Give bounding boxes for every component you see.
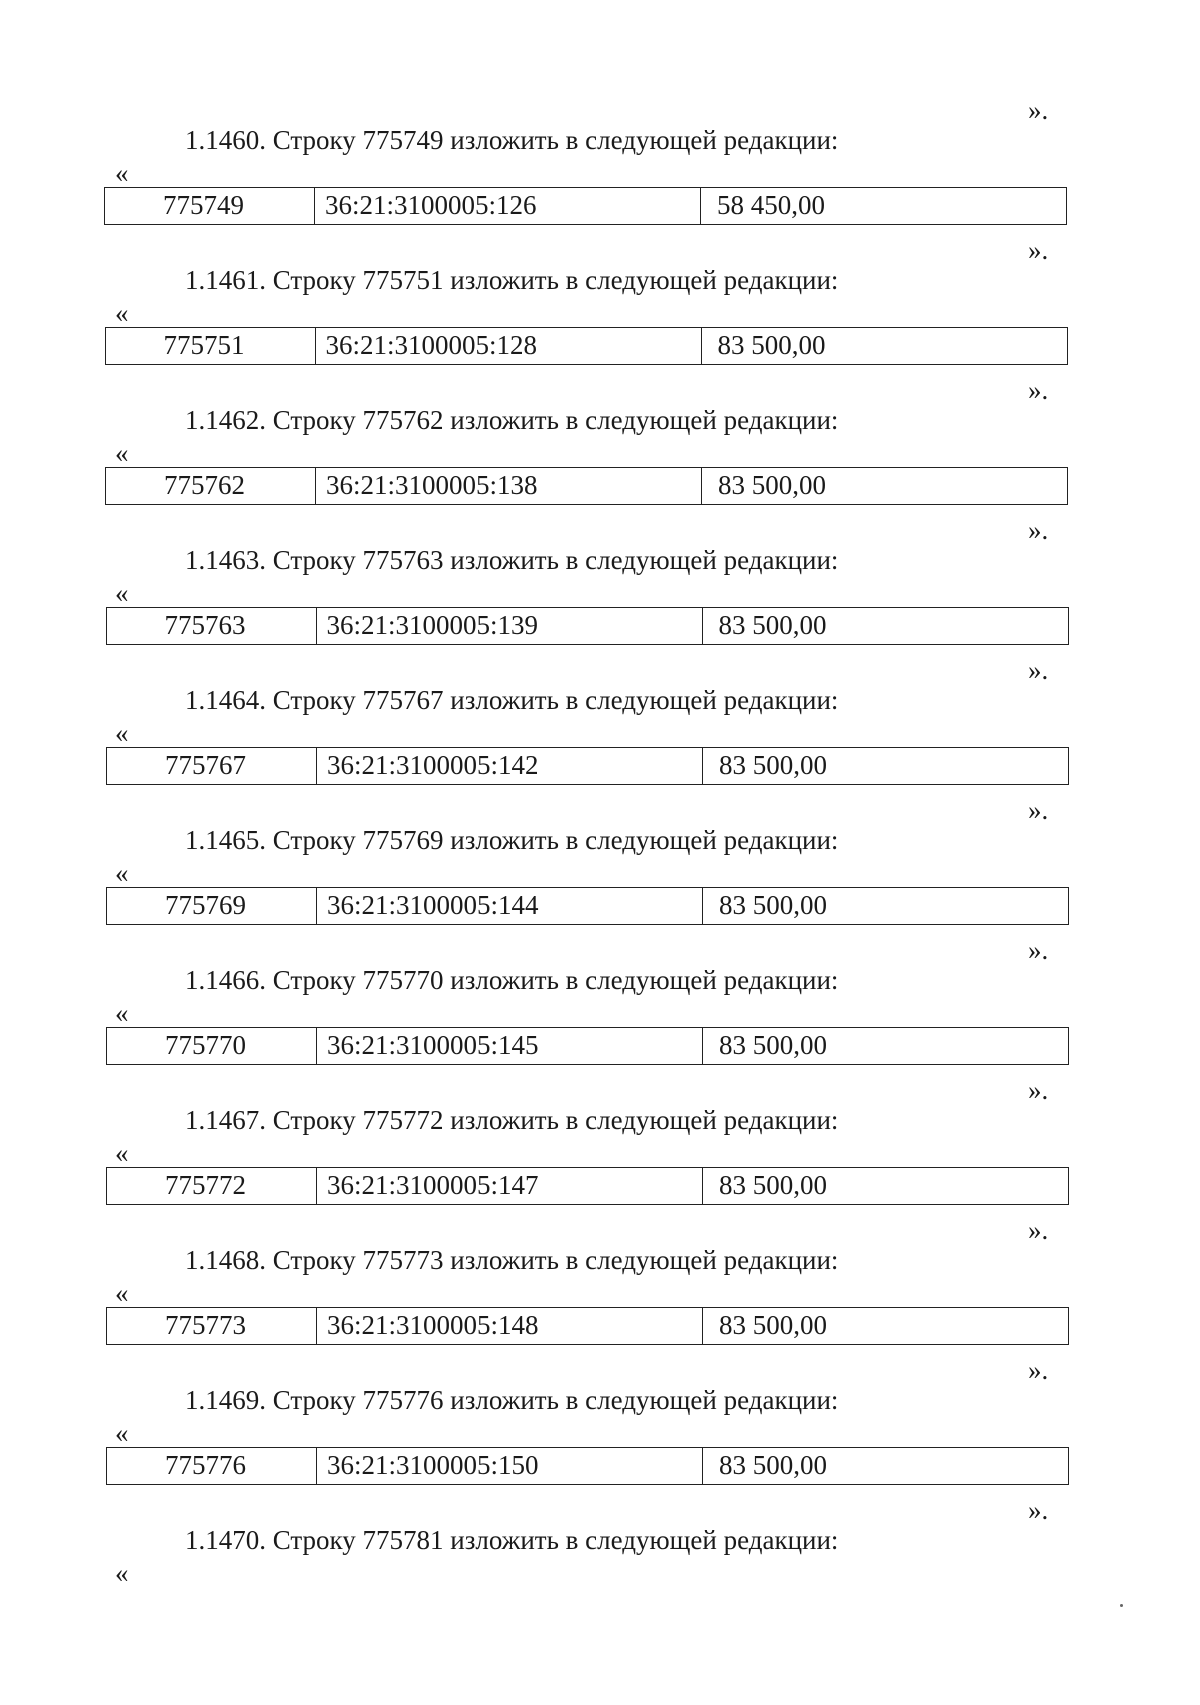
value-cell: 83 500,00 xyxy=(719,1450,827,1480)
value-cell: 83 500,00 xyxy=(717,330,826,360)
value-cell: 83 500,00 xyxy=(719,1310,827,1340)
amendment-instruction: 1.1462. Строку 775762 изложить в следующей редакции: xyxy=(185,405,839,435)
opening-quote-mark: « xyxy=(115,1558,129,1588)
row-number-cell: 775773 xyxy=(107,1308,317,1344)
row-number-cell: 775776 xyxy=(107,1448,317,1484)
cadastral-number-cell: 36:21:3100005:150 xyxy=(317,1448,703,1484)
opening-quote-mark: « xyxy=(115,998,129,1028)
closing-quote-mark: ». xyxy=(1028,795,1049,825)
closing-quote-mark: ». xyxy=(1028,1075,1049,1105)
closing-quote-mark: ». xyxy=(1028,515,1049,545)
table-row xyxy=(104,187,1067,225)
closing-quote-mark: ». xyxy=(1028,235,1049,265)
table-row xyxy=(106,747,1069,785)
table-row xyxy=(106,1027,1069,1065)
closing-quote-mark: ». xyxy=(1028,375,1049,405)
value-cell: 83 500,00 xyxy=(718,610,827,640)
cadastral-number-cell: 36:21:3100005:138 xyxy=(316,468,702,504)
table-row xyxy=(106,1307,1069,1345)
closing-quote-mark: ». xyxy=(1028,655,1049,685)
opening-quote-mark: « xyxy=(115,858,129,888)
cadastral-number-cell: 36:21:3100005:147 xyxy=(317,1168,703,1204)
row-number-cell: 775772 xyxy=(107,1168,317,1204)
cadastral-number-cell: 36:21:3100005:126 xyxy=(315,188,701,224)
cadastral-number-cell: 36:21:3100005:128 xyxy=(316,328,702,364)
opening-quote-mark: « xyxy=(115,718,129,748)
row-number-cell: 775749 xyxy=(105,188,315,224)
table-row xyxy=(105,327,1068,365)
amendment-instruction: 1.1467. Строку 775772 изложить в следующей редакции: xyxy=(185,1105,839,1135)
amendment-instruction: 1.1470. Строку 775781 изложить в следующей редакции: xyxy=(185,1525,839,1555)
table-row xyxy=(106,887,1069,925)
value-cell: 58 450,00 xyxy=(717,190,825,220)
amendment-instruction: 1.1463. Строку 775763 изложить в следующей редакции: xyxy=(185,545,839,575)
amendment-instruction: 1.1468. Строку 775773 изложить в следующей редакции: xyxy=(185,1245,839,1275)
value-cell: 83 500,00 xyxy=(718,470,826,500)
table-row xyxy=(106,1447,1069,1485)
opening-quote-mark: « xyxy=(115,298,129,328)
cadastral-number-cell: 36:21:3100005:139 xyxy=(317,608,703,644)
amendment-instruction: 1.1469. Строку 775776 изложить в следующей редакции: xyxy=(185,1385,839,1415)
value-cell: 83 500,00 xyxy=(719,890,827,920)
table-row xyxy=(106,1167,1069,1205)
row-number-cell: 775769 xyxy=(107,888,317,924)
scan-speck xyxy=(1120,1604,1123,1607)
opening-quote-mark: « xyxy=(115,438,129,468)
row-number-cell: 775767 xyxy=(107,748,317,784)
cadastral-number-cell: 36:21:3100005:145 xyxy=(317,1028,703,1064)
closing-quote-mark: ». xyxy=(1028,1215,1049,1245)
opening-quote-mark: « xyxy=(115,578,129,608)
amendment-instruction: 1.1466. Строку 775770 изложить в следующей редакции: xyxy=(185,965,839,995)
row-number-cell: 775751 xyxy=(106,328,316,364)
value-cell: 83 500,00 xyxy=(719,750,827,780)
opening-quote-mark: « xyxy=(115,1138,129,1168)
cadastral-number-cell: 36:21:3100005:144 xyxy=(317,888,703,924)
opening-quote-mark: « xyxy=(115,1418,129,1448)
amendment-instruction: 1.1465. Строку 775769 изложить в следующей редакции: xyxy=(185,825,839,855)
amendment-instruction: 1.1460. Строку 775749 изложить в следующей редакции: xyxy=(185,125,839,155)
closing-quote-mark: ». xyxy=(1028,1495,1049,1525)
table-row xyxy=(106,607,1069,645)
row-number-cell: 775763 xyxy=(107,608,317,644)
cadastral-number-cell: 36:21:3100005:142 xyxy=(317,748,703,784)
value-cell: 83 500,00 xyxy=(719,1030,827,1060)
value-cell: 83 500,00 xyxy=(719,1170,827,1200)
closing-quote-mark: ». xyxy=(1028,95,1049,125)
opening-quote-mark: « xyxy=(115,158,129,188)
row-number-cell: 775762 xyxy=(106,468,316,504)
cadastral-number-cell: 36:21:3100005:148 xyxy=(317,1308,703,1344)
opening-quote-mark: « xyxy=(115,1278,129,1308)
amendment-instruction: 1.1464. Строку 775767 изложить в следующей редакции: xyxy=(185,685,839,715)
closing-quote-mark: ». xyxy=(1028,1355,1049,1385)
row-number-cell: 775770 xyxy=(107,1028,317,1064)
amendment-instruction: 1.1461. Строку 775751 изложить в следующей редакции: xyxy=(185,265,839,295)
table-row xyxy=(105,467,1068,505)
closing-quote-mark: ». xyxy=(1028,935,1049,965)
